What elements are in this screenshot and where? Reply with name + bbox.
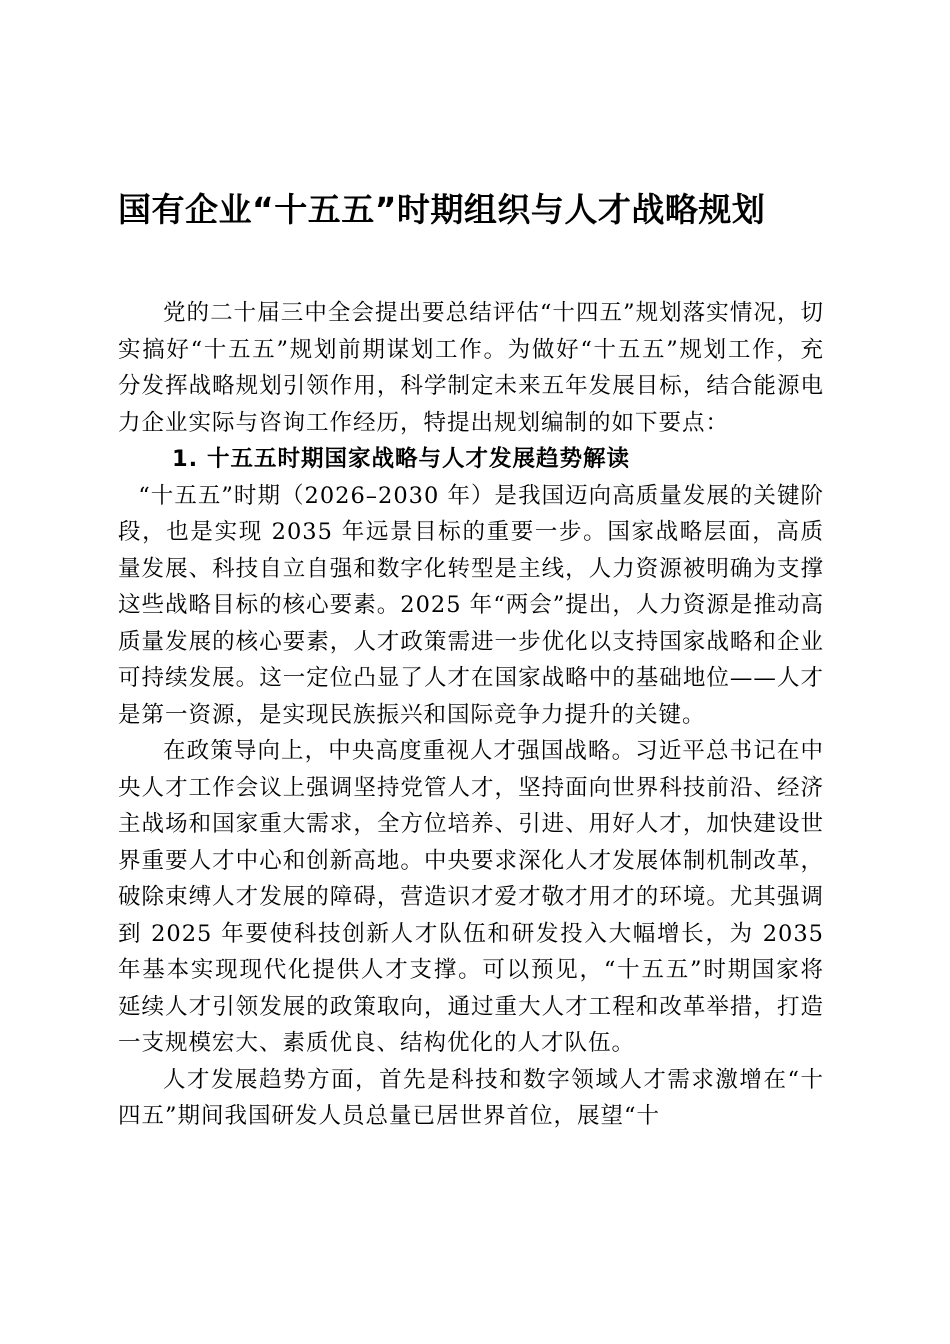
document-title: 国有企业“十五五”时期组织与人才战略规划 <box>118 190 766 229</box>
document-body <box>118 295 824 1135</box>
body-paragraph: 人才发展趋势方面，首先是科技和数字领域人才需求激增在“十四五”期间我国研发人员总量已居世界首位，展望“十 <box>118 1066 824 1129</box>
intro-paragraph: 党的二十届三中全会提出要总结评估“十四五”规划落实情况，切实搞好“十五五”规划前期谋划工作。为做好“十五五”规划工作，充分发挥战略规划引领作用，科学制定未来五年发展目标，结合能源电力企业实际与咨询工作经历，特提出规划编制的如下要点： <box>118 300 824 436</box>
body-paragraph: 在政策导向上，中央高度重视人才强国战略。习近平总书记在中央人才工作会议上强调坚持党管人才，坚持面向世界科技前沿、经济主战场和国家重大需求，全方位培养、引进、用好人才，加快建设世界重要人才中心和创新高地。中央要求深化人才发展体制机制改革，破除束缚人才发展的障碍，营造识才爱才敬才用才的环境。尤其强调到 2025 年要使科技创新人才队伍和研发投入大幅增长，为 2035 年基本实现现代化提供人才支撑。可以预见，“十五五”时期国家将延续人才引领发展的政策取向，通过重大人才工程和改革举措，打造一支规模宏大、素质优良、结构优化的人才队伍。 <box>118 738 824 1056</box>
body-paragraph: “十五五”时期（2026–2030 年）是我国迈向高质量发展的关键阶段，也是实现 2035 年远景目标的重要一步。国家战略层面，高质量发展、科技自立自强和数字化转型是主线，人力资源被明确为支撑这些战略目标的核心要素。2025 年“两会”提出，人力资源是推动高质量发展的核心要素，人才政策需进一步优化以支持国家战略和企业可持续发展。这一定位凸显了人才在国家战略中的基础地位——人才是第一资源，是实现民族振兴和国际竞争力提升的关键。 <box>118 482 824 728</box>
section-heading: 1. 十五五时期国家战略与人才发展趋势解读 <box>172 446 631 472</box>
